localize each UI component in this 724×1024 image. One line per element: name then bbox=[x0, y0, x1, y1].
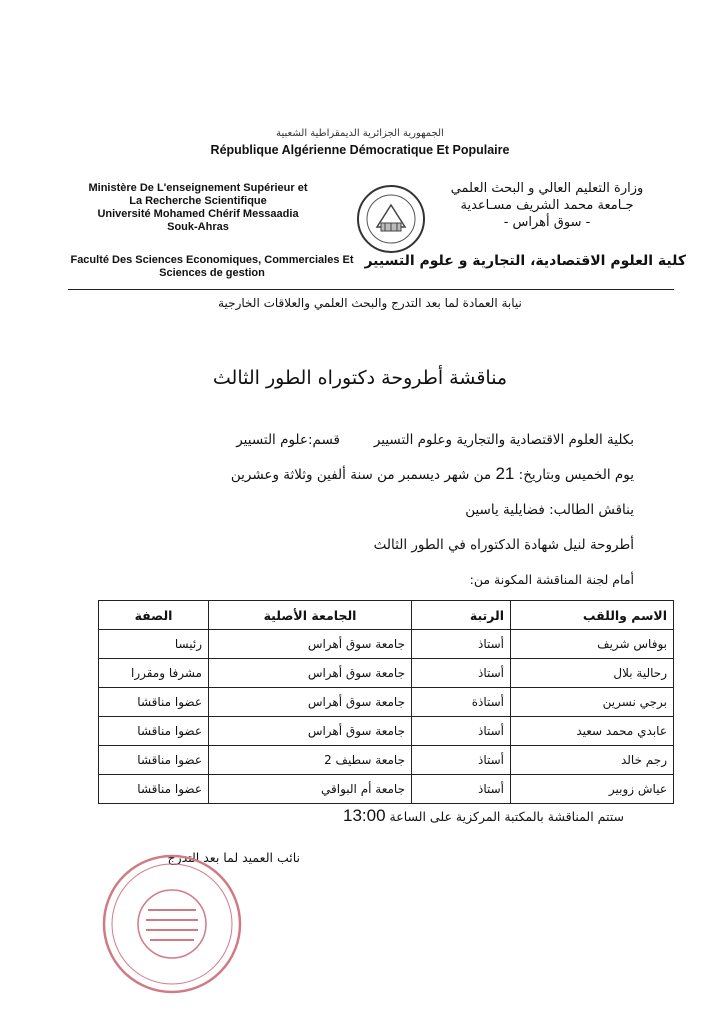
signature-title: نائب العميد لما بعد التدرج bbox=[167, 850, 300, 865]
table-row bbox=[99, 688, 674, 717]
venue-text: ستتم المناقشة بالمكتبة المركزية على الساعة bbox=[389, 809, 624, 824]
cell-role: عضوا مناقشا bbox=[99, 746, 209, 775]
cell-rank: أستاذة bbox=[412, 688, 511, 717]
ministry-line: Ministère De L'enseignement Supérieur et bbox=[88, 182, 308, 194]
table-row bbox=[99, 775, 674, 804]
cell-rank: أستاذ bbox=[412, 630, 511, 659]
cell-rank: أستاذ bbox=[412, 717, 511, 746]
deanery-line: نيابة العمادة لما بعد التدرج والبحث العلمي والعلاقات الخارجية bbox=[218, 296, 522, 310]
student-line: يناقش الطالب: فضايلية ياسين bbox=[465, 502, 634, 518]
official-stamp bbox=[100, 852, 245, 997]
committee-table bbox=[98, 600, 674, 804]
thesis-line: أطروحة لنيل شهادة الدكتوراه في الطور الثالث bbox=[373, 537, 634, 553]
date-line bbox=[134, 464, 634, 484]
header-role: الصفة bbox=[99, 601, 209, 630]
cell-university: جامعة سوق أهراس bbox=[209, 659, 412, 688]
cell-name: بوفاس شريف bbox=[511, 630, 674, 659]
header-divider bbox=[68, 289, 674, 290]
cell-name: عابدي محمد سعيد bbox=[511, 717, 674, 746]
cell-role: عضوا مناقشا bbox=[99, 717, 209, 746]
venue-line bbox=[244, 806, 624, 826]
department-line: قسم:علوم التسيير bbox=[236, 432, 340, 448]
faculty-line: بكلية العلوم الاقتصادية والتجارية وعلوم التسيير bbox=[373, 432, 634, 448]
city-line-ar: - سوق أهراس - bbox=[503, 215, 591, 230]
cell-role: رئيسا bbox=[99, 630, 209, 659]
committee-intro: أمام لجنة المناقشة المكونة من: bbox=[469, 572, 634, 587]
cell-role: عضوا مناقشا bbox=[99, 775, 209, 804]
faculty-french bbox=[62, 254, 362, 280]
cell-name: برجي نسرين bbox=[511, 688, 674, 717]
city-line: Souk-Ahras bbox=[167, 221, 229, 233]
ministry-line-ar: وزارة التعليم العالي و البحث العلمي bbox=[450, 181, 644, 196]
cell-university: جامعة أم البواقي bbox=[209, 775, 412, 804]
ministry-block-ar bbox=[422, 180, 672, 231]
ministry-block-fr bbox=[58, 182, 338, 234]
cell-name: عياش زوبير bbox=[511, 775, 674, 804]
faculty-fr-line: Sciences de gestion bbox=[159, 267, 265, 279]
cell-rank: أستاذ bbox=[412, 659, 511, 688]
table-row bbox=[99, 717, 674, 746]
republic-arabic: الجمهورية الجزائرية الديمقراطية الشعبية bbox=[276, 128, 444, 139]
cell-university: جامعة سوق أهراس bbox=[209, 688, 412, 717]
republic-french: République Algérienne Démocratique Et Populaire bbox=[210, 143, 510, 157]
cell-name: رحالية بلال bbox=[511, 659, 674, 688]
cell-role: عضوا مناقشا bbox=[99, 688, 209, 717]
header-name: الاسم واللقب bbox=[511, 601, 674, 630]
table-header-row bbox=[99, 601, 674, 630]
cell-rank: أستاذ bbox=[412, 775, 511, 804]
faculty-arabic: كلية العلوم الاقتصادية، التجارية و علوم التسيير bbox=[364, 253, 686, 269]
cell-university: جامعة سطيف 2 bbox=[209, 746, 412, 775]
date-day: 21 bbox=[495, 464, 515, 483]
date-prefix: يوم الخميس وبتاريخ: bbox=[518, 467, 634, 483]
cell-university: جامعة سوق أهراس bbox=[209, 630, 412, 659]
cell-name: رجم خالد bbox=[511, 746, 674, 775]
table-row bbox=[99, 746, 674, 775]
venue-time: 13:00 bbox=[343, 806, 386, 825]
table-row bbox=[99, 630, 674, 659]
table-row bbox=[99, 659, 674, 688]
header-university: الجامعة الأصلية bbox=[209, 601, 412, 630]
cell-role: مشرفا ومقررا bbox=[99, 659, 209, 688]
date-suffix: من شهر ديسمبر من سنة ألفين وثلاثة وعشرين bbox=[230, 467, 492, 483]
cell-university: جامعة سوق أهراس bbox=[209, 717, 412, 746]
ministry-line: La Recherche Scientifique bbox=[129, 195, 267, 207]
university-logo bbox=[355, 183, 427, 255]
university-line-ar: جـامعة محمد الشريف مسـاعدية bbox=[460, 198, 634, 213]
header-rank: الرتبة bbox=[412, 601, 511, 630]
university-line: Université Mohamed Chérif Messaadia bbox=[97, 208, 299, 220]
document-title: مناقشة أطروحة دكتوراه الطور الثالث bbox=[212, 367, 508, 389]
faculty-fr-line: Faculté Des Sciences Economiques, Commerciales Et bbox=[70, 254, 354, 266]
cell-rank: أستاذ bbox=[412, 746, 511, 775]
